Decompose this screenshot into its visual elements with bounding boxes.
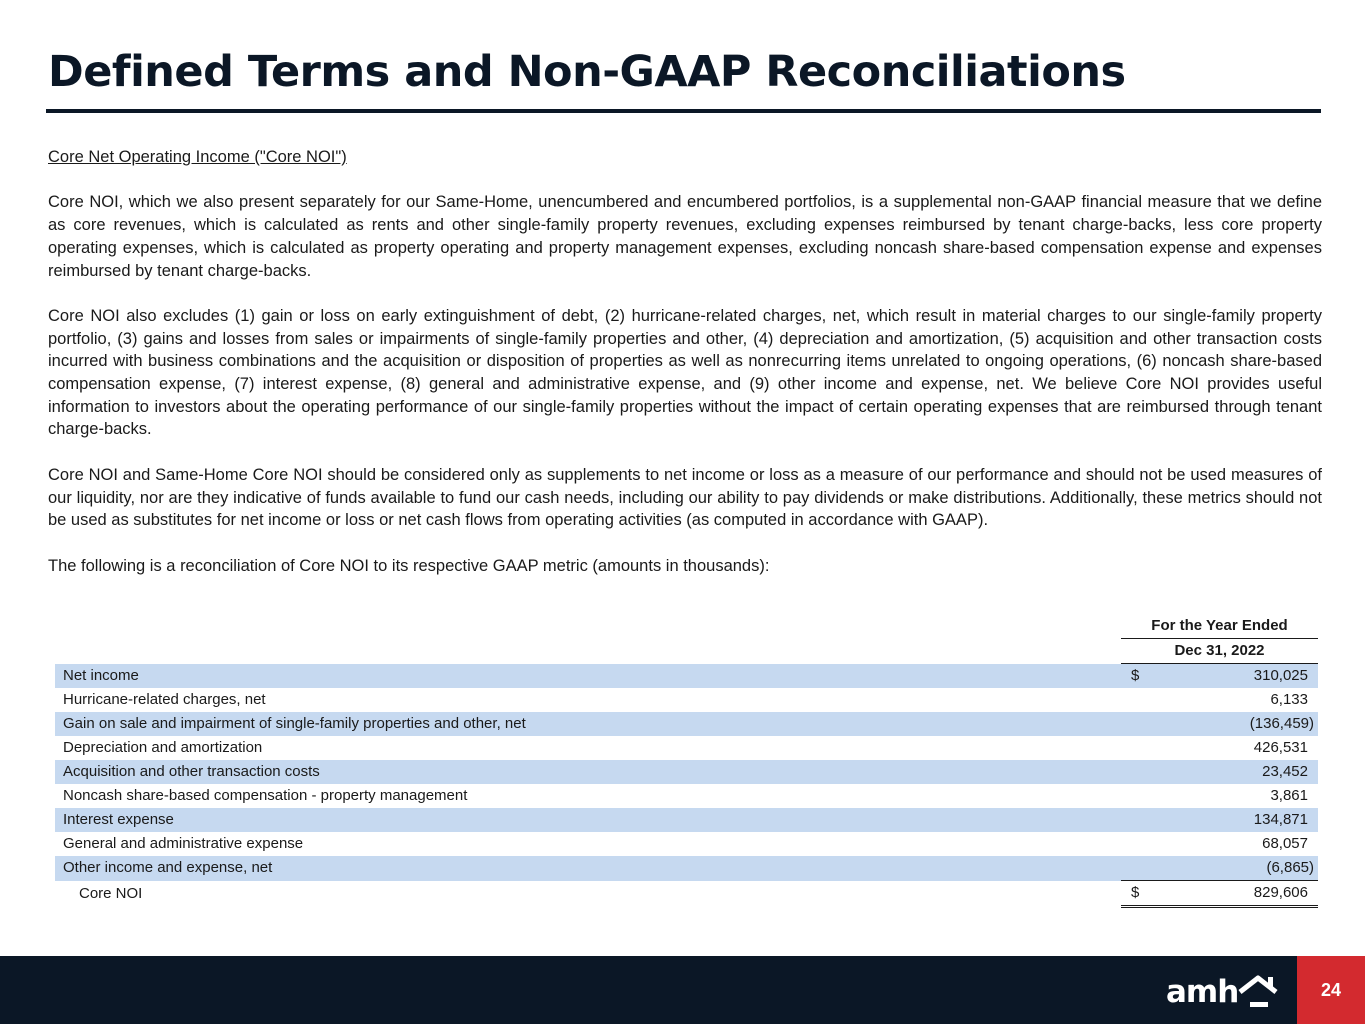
paragraph-limitations: Core NOI and Same-Home Core NOI should be considered only as supplements to net income or loss as a measure of our performance and should not be used measures of our liquidity, nor are they indicative of funds available to fund our cash needs, including our ability to pay dividends or make distributions. Additionally, these metrics should not be used as substitutes for net income or loss or net cash flows from operating activities (as computed in accordance with GAAP). [48,465,1322,530]
main-content [48,146,1322,600]
table-header-row [55,614,1318,639]
table-row [55,712,1318,736]
table-row [55,832,1318,856]
value-text: 829,606 [1253,884,1308,901]
row-value: 68,057 [1262,835,1308,852]
row-value: 6,133 [1270,691,1308,708]
table-row [55,688,1318,712]
period-header: For the Year Ended [1121,614,1318,639]
currency-symbol: $ [1131,667,1140,684]
logo-text: amh [1166,974,1239,1010]
row-label: Other income and expense, net [55,856,1121,881]
row-value: (6,865) [1121,856,1318,881]
row-value: 23,452 [1121,760,1318,784]
row-value: 3,861 [1270,787,1308,804]
page-number: 24 [1297,956,1365,1024]
row-label: Net income [55,664,1121,689]
table-row [55,856,1318,881]
row-label: Noncash share-based compensation - property management [63,787,468,804]
table-row [55,760,1318,784]
reconciliation-table [55,614,1318,908]
paragraph-exclusions: Core NOI also excludes (1) gain or loss on early extinguishment of debt, (2) hurricane-related charges, net, which result in material charges to our single-family property portfolio, (3) gains and losses from sales or impairments of single-family properties and other, (4) depreciation and amortization, (5) acquisition and other transaction costs incurred with business combinations and the acquisition or disposition of properties as well as nonrecurring items unrelated to ongoing operations, (6) noncash share-based compensation expense, (7) interest expense, (8) general and administrative expense, and (9) other income and expense, net. We believe Core NOI provides useful information to investors about the operating performance of our single-family properties without the impact of certain operating expenses that are reimbursed through tenant charge-backs. [48,306,1322,439]
row-label: Depreciation and amortization [63,739,263,756]
company-logo [1166,972,1278,1012]
footer-bar [0,956,1365,1024]
table-header-row [55,639,1318,664]
date-header: Dec 31, 2022 [1121,639,1318,664]
page-title: Defined Terms and Non-GAAP Reconciliations [48,47,1126,97]
title-divider [46,109,1321,113]
house-roof-icon [1238,974,1278,1010]
currency-symbol: $ [1131,884,1140,901]
row-value [1121,664,1318,689]
section-title: Core Net Operating Income ("Core NOI") [48,148,347,166]
table-row [55,784,1318,808]
row-label: Gain on sale and impairment of single-family properties and other, net [55,712,1121,736]
row-value: (136,459) [1121,712,1318,736]
row-label: Acquisition and other transaction costs [55,760,1121,784]
total-value [1121,881,1318,907]
paragraph-reconciliation-intro: The following is a reconciliation of Core NOI to its respective GAAP metric (amounts in thousands): [48,556,770,575]
row-value: 426,531 [1253,739,1308,756]
header-spacer [55,614,1121,639]
row-label: Interest expense [55,808,1121,832]
row-label: General and administrative expense [63,835,304,852]
header-spacer [55,639,1121,664]
table-row [55,736,1318,760]
value-text: 310,025 [1253,667,1308,684]
row-label: Hurricane-related charges, net [63,691,266,708]
row-value: 134,871 [1121,808,1318,832]
table-row [55,808,1318,832]
table-row [55,664,1318,689]
paragraph-definition: Core NOI, which we also present separately for our Same-Home, unencumbered and encumbered portfolios, is a supplemental non-GAAP financial measure that we define as core revenues, which is calculated as rents and other single-family property revenues, excluding expenses reimbursed by tenant charge-backs, less core property operating expenses, which is calculated as property operating and property management expenses, excluding noncash share-based compensation expense and expenses reimbursed by tenant charge-backs. [48,193,1322,280]
total-label: Core NOI [79,884,143,902]
table-total-row [55,881,1318,907]
